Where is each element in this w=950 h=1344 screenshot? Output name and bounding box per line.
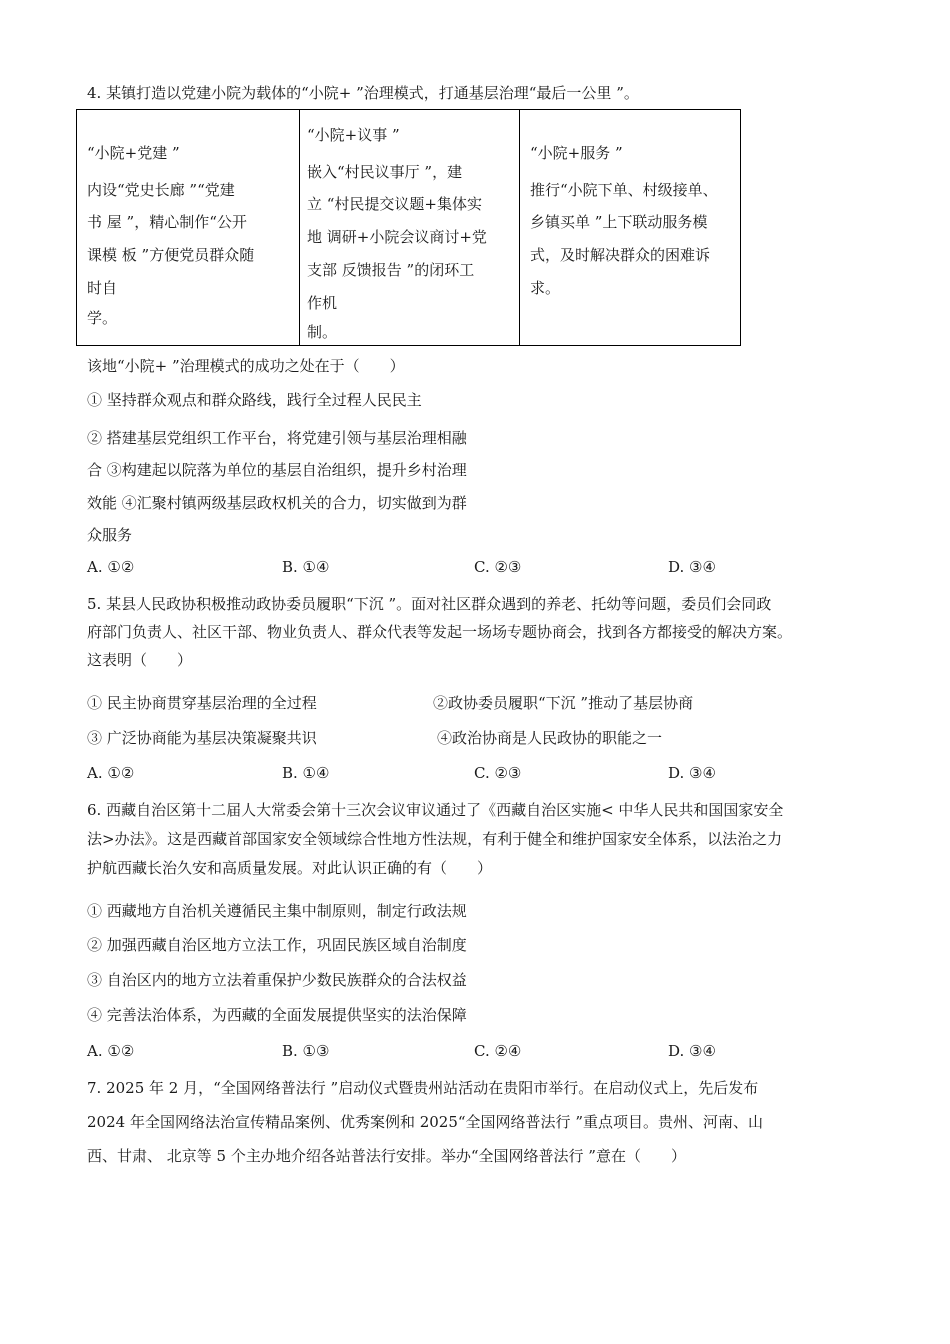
q4-col3-line: 乡镇买单 ”上下联动服务模 bbox=[530, 213, 708, 231]
q6-stem-line: 6. 西藏自治区第十二届人大常委会第十三次会议审议通过了《西藏自治区实施< 中华人民共和国国家安全 bbox=[87, 801, 784, 819]
q5-option-c[interactable]: C. ②③ bbox=[474, 764, 522, 782]
q5-item: ③ 广泛协商能为基层决策凝聚共识 bbox=[87, 729, 317, 747]
q5-option-b[interactable]: B. ①④ bbox=[282, 764, 330, 782]
q4-item: 效能 ④汇聚村镇两级基层政权机关的合力，切实做到为群 bbox=[87, 494, 467, 512]
q6-option-b[interactable]: B. ①③ bbox=[282, 1042, 330, 1060]
q4-option-d[interactable]: D. ③④ bbox=[668, 558, 716, 576]
q4-item: 众服务 bbox=[87, 526, 133, 544]
q4-item: ② 搭建基层党组织工作平台，将党建引领与基层治理相融 bbox=[87, 429, 467, 447]
q5-stem-line: 5. 某县人民政协积极推动政协委员履职“下沉 ”。面对社区群众遇到的养老、托幼等问题，委员们会同政 bbox=[87, 595, 772, 613]
q6-item: ④ 完善法治体系，为西藏的全面发展提供坚实的法治保障 bbox=[87, 1006, 467, 1024]
q4-col2-line: 作机 bbox=[307, 294, 338, 312]
q4-item: ① 坚持群众观点和群众路线，践行全过程人民民主 bbox=[87, 391, 422, 409]
q7-stem-line: 西、甘肃、 北京等 5 个主办地介绍各站普法行安排。举办“全国网络普法行 ”意在（ ） bbox=[87, 1147, 686, 1165]
q4-col2-line: 制。 bbox=[307, 323, 338, 341]
q4-option-b[interactable]: B. ①④ bbox=[282, 558, 330, 576]
q7-stem-line: 7. 2025 年 2 月，“全国网络普法行 ”启动仪式暨贵州站活动在贵阳市举行。在启动仪式上，先后发布 bbox=[87, 1079, 759, 1097]
q4-col1-line: 书 屋 ”，精心制作“公开 bbox=[87, 213, 247, 231]
q4-stem: 4. 某镇打造以党建小院为载体的“小院+ ”治理模式，打通基层治理“最后一公里 ”。 bbox=[87, 84, 639, 102]
q5-option-a[interactable]: A. ①② bbox=[87, 764, 135, 782]
q6-stem-line: 法>办法》。这是西藏首部国家安全领域综合性地方性法规，有利于健全和维护国家安全体系，以法治之力 bbox=[87, 830, 783, 848]
q4-col2-line: 立 “村民提交议题+集体实 bbox=[307, 195, 483, 213]
q4-option-a[interactable]: A. ①② bbox=[87, 558, 135, 576]
q5-option-d[interactable]: D. ③④ bbox=[668, 764, 716, 782]
q6-item: ② 加强西藏自治区地方立法工作，巩固民族区域自治制度 bbox=[87, 936, 467, 954]
q6-option-a[interactable]: A. ①② bbox=[87, 1042, 135, 1060]
q4-col1-line: 内设“党史长廊 ”“党建 bbox=[87, 181, 235, 199]
q4-col3-line: 推行“小院下单、村级接单、 bbox=[530, 181, 718, 199]
q4-col3-line: 式，及时解决群众的困难诉 bbox=[530, 246, 711, 264]
q5-item: ④政治协商是人民政协的职能之一 bbox=[437, 729, 663, 747]
q4-col1-line: “小院+党建 ” bbox=[87, 144, 180, 162]
q5-stem-line: 这表明（ ） bbox=[87, 651, 193, 669]
q4-col2-line: 地 调研+小院会议商讨+党 bbox=[307, 228, 487, 246]
q4-question: 该地“小院+ ”治理模式的成功之处在于（ ） bbox=[87, 357, 405, 375]
q5-item: ① 民主协商贯穿基层治理的全过程 bbox=[87, 694, 317, 712]
q4-col2-line: 支部 反馈报告 ”的闭环工 bbox=[307, 261, 475, 279]
q4-item: 合 ③构建起以院落为单位的基层自治组织，提升乡村治理 bbox=[87, 461, 467, 479]
q6-item: ③ 自治区内的地方立法着重保护少数民族群众的合法权益 bbox=[87, 971, 467, 989]
q5-stem-line: 府部门负责人、社区干部、物业负责人、群众代表等发起一场场专题协商会，找到各方都接受的解决方案。 bbox=[87, 623, 793, 641]
q7-stem-line: 2024 年全国网络法治宣传精品案例、优秀案例和 2025“全国网络普法行 ”重点项目。贵州、河南、山 bbox=[87, 1113, 763, 1131]
q4-col3-line: “小院+服务 ” bbox=[530, 144, 623, 162]
q4-col1-line: 时自 bbox=[87, 279, 118, 297]
q4-col2-line: “小院+议事 ” bbox=[307, 126, 400, 144]
q4-col1-line: 课模 板 ”方便党员群众随 bbox=[87, 246, 255, 264]
q5-item: ②政协委员履职“下沉 ”推动了基层协商 bbox=[433, 694, 694, 712]
q4-col2-line: 嵌入“村民议事厅 ”，建 bbox=[307, 163, 463, 181]
q6-item: ① 西藏地方自治机关遵循民主集中制原则，制定行政法规 bbox=[87, 902, 467, 920]
q4-option-c[interactable]: C. ②③ bbox=[474, 558, 522, 576]
q4-col1-line: 学。 bbox=[87, 309, 118, 327]
q6-option-c[interactable]: C. ②④ bbox=[474, 1042, 522, 1060]
q6-option-d[interactable]: D. ③④ bbox=[668, 1042, 716, 1060]
q4-col3-line: 求。 bbox=[530, 279, 561, 297]
q6-stem-line: 护航西藏长治久安和高质量发展。对此认识正确的有（ ） bbox=[87, 859, 493, 877]
